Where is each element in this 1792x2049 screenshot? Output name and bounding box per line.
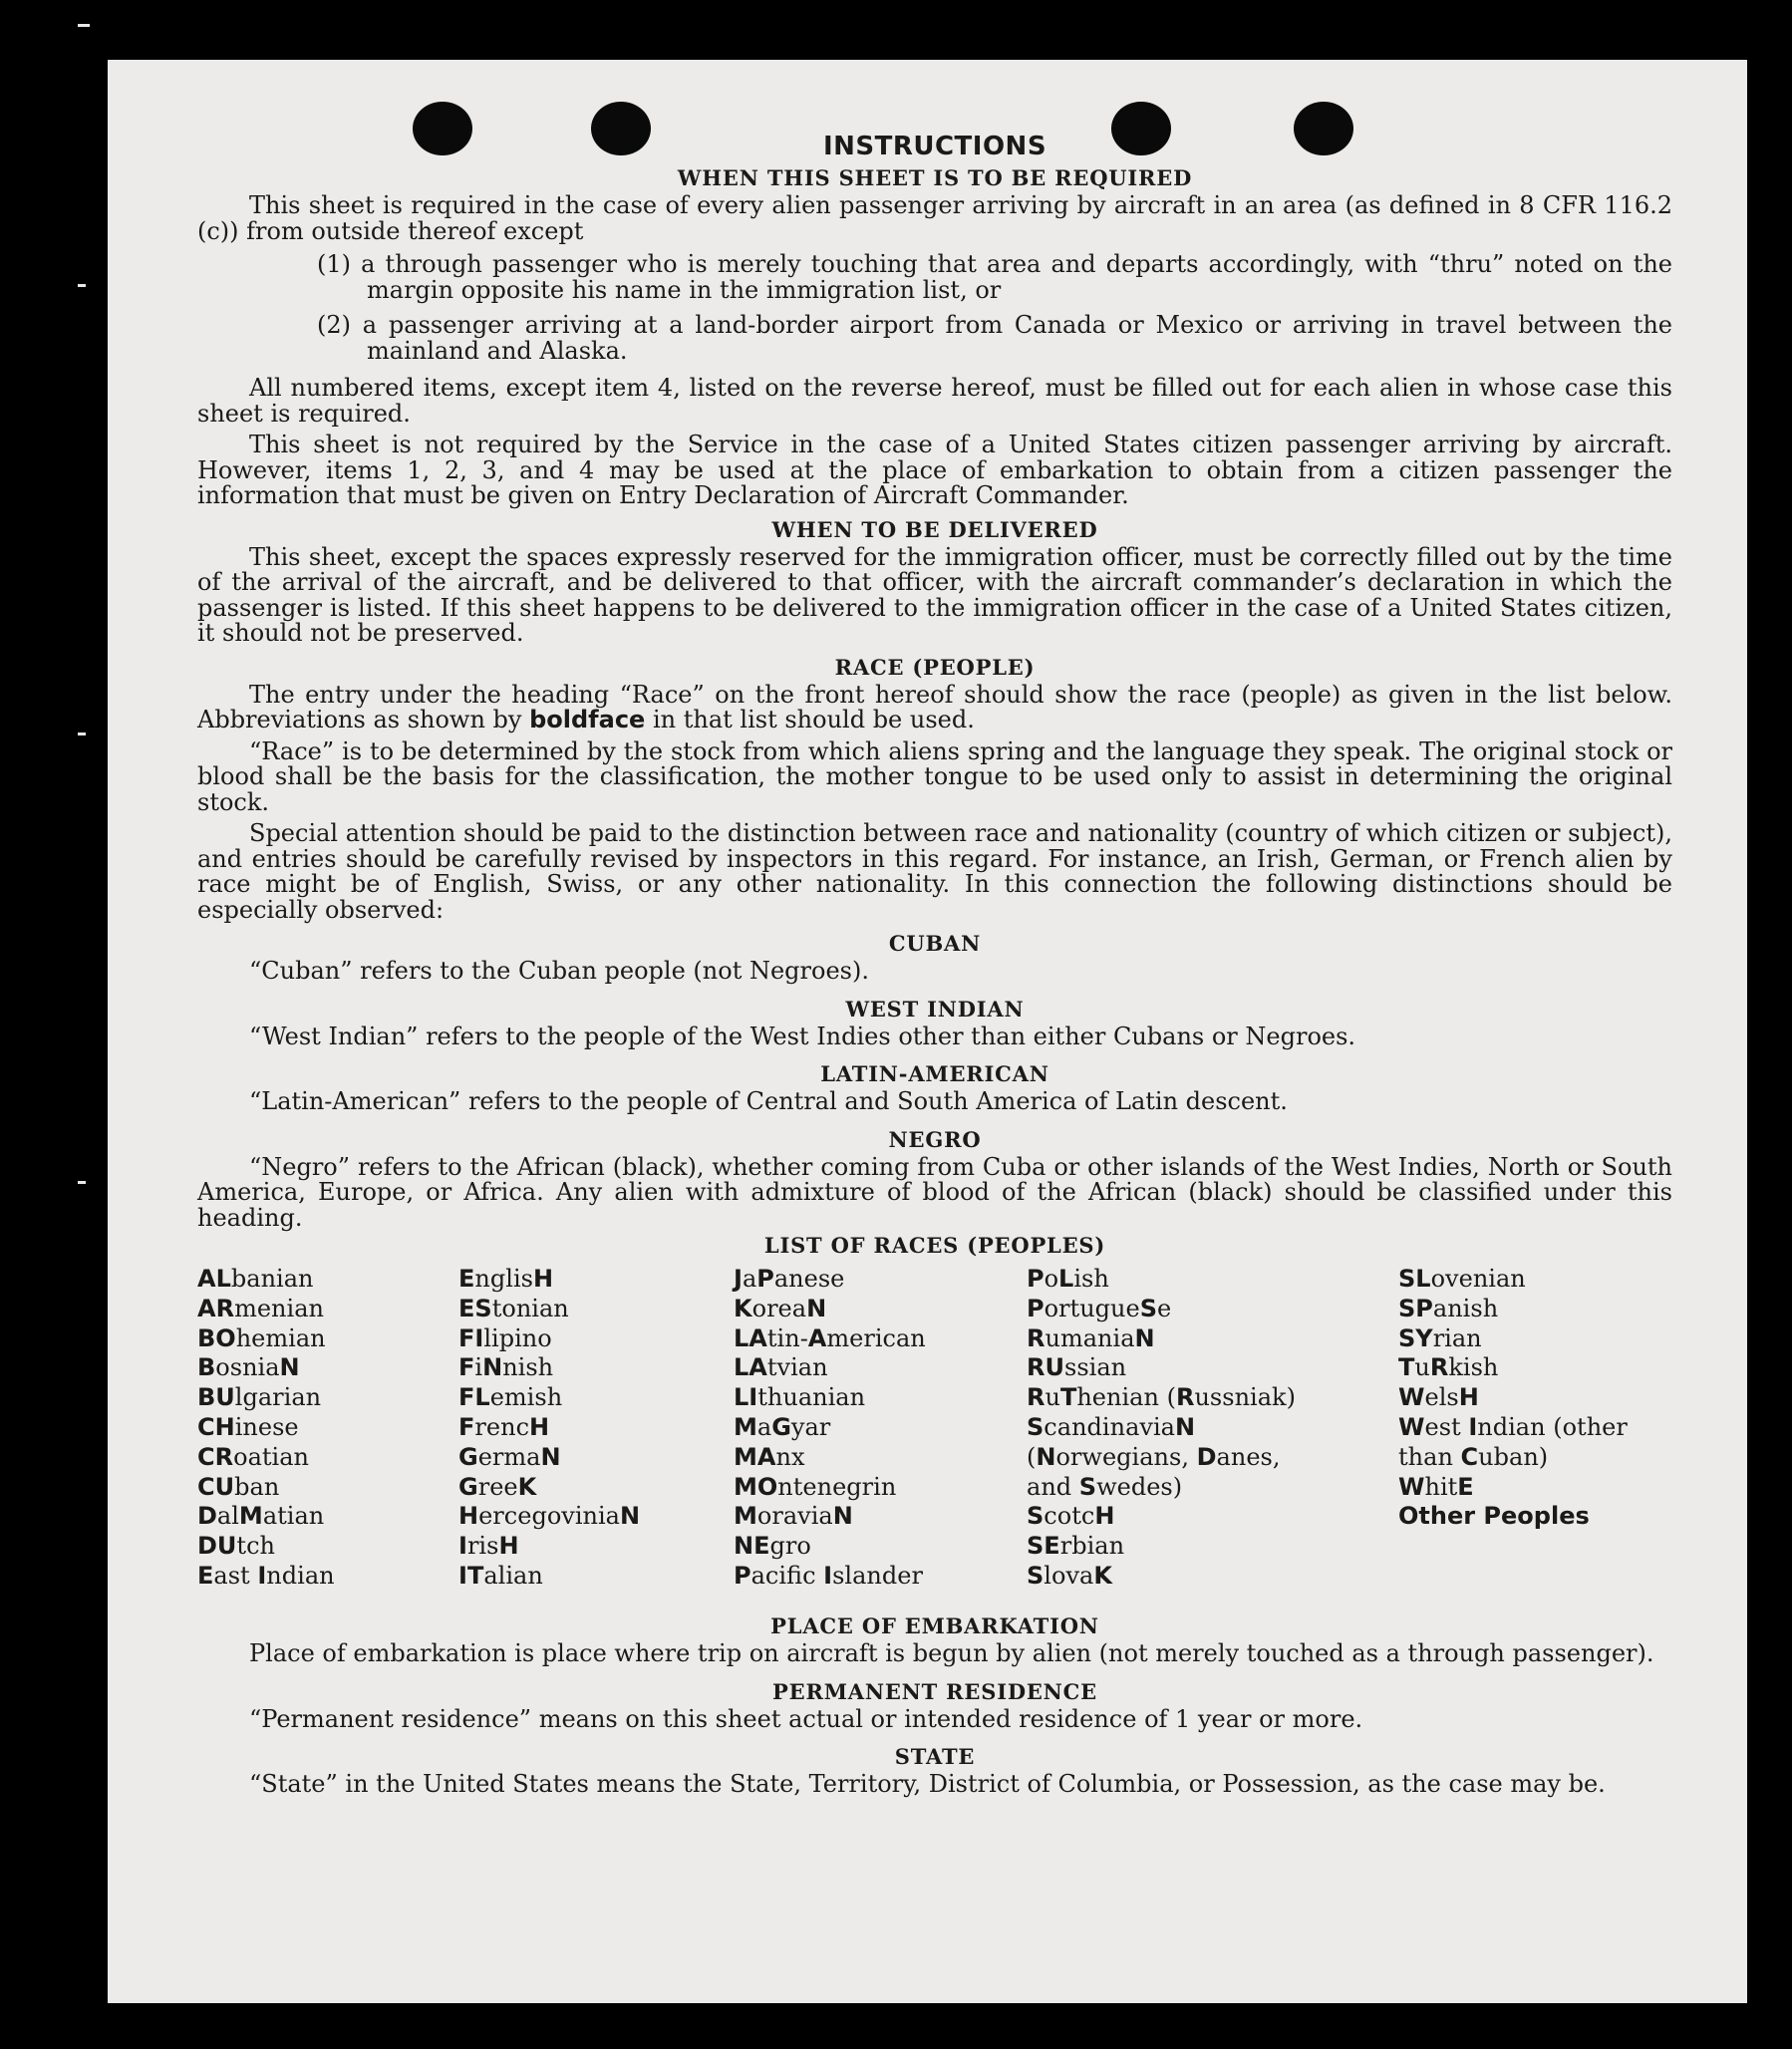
race-entry: BUlgarian (197, 1383, 322, 1412)
race-entry: RumaniaN (1027, 1323, 1155, 1352)
race-entry: SYrian (1398, 1323, 1482, 1352)
race-entry: RuThenian (Russniak) (1027, 1383, 1296, 1412)
race-column (1027, 1265, 1326, 1592)
page-title: INSTRUCTIONS (822, 132, 1047, 161)
document-page (108, 60, 1747, 2003)
race-entry: LAtin-American (734, 1323, 926, 1352)
paragraph: Special attention should be paid to the distinction between race and nationality (country of which citizen or subject), and entries should be carefully revised by inspectors in this regard. For instance, an Irish, German, or French alien by race might be of English, Swiss, or any other nationality. In this connection the following distinctions should be especially observed: (197, 819, 1672, 924)
exception-item: (2) a passenger arriving at a land-border airport from Canada or Mexico or arriving in travel between the mainland and Alaska. (317, 311, 1672, 365)
race-entry: WelsH (1398, 1383, 1479, 1412)
race-entry: PoLish (1027, 1265, 1109, 1293)
section-heading: PLACE OF EMBARKATION (770, 1613, 1099, 1638)
paragraph: The entry under the heading “Race” on the front hereof should show the race (people) as given in the list below. Abbreviations as shown by boldface in that list should be used. (197, 680, 1672, 733)
section-heading: LATIN-AMERICAN (820, 1061, 1049, 1086)
race-entry: FrencH (458, 1412, 550, 1441)
race-column (197, 1265, 447, 1592)
section-heading: STATE (894, 1744, 976, 1769)
race-entry: LIthuanian (734, 1383, 866, 1412)
race-entry: EnglisH (458, 1265, 554, 1293)
race-entry: CRoatian (197, 1442, 309, 1471)
race-column (1398, 1265, 1687, 1532)
race-entry: BosniaN (197, 1353, 300, 1382)
race-entry: CHinese (197, 1412, 299, 1441)
paragraph: “Race” is to be determined by the stock from which aliens spring and the language they speak. The original stock or blood shall be the basis for the classification, the mother tongue to be used only to assist in determining the original stock. (197, 736, 1672, 816)
race-entry: ITalian (458, 1561, 543, 1590)
race-entry: MAnx (734, 1442, 805, 1471)
section-heading: RACE (PEOPLE) (834, 654, 1036, 680)
section-heading: WEST INDIAN (845, 996, 1025, 1022)
race-entry: ScotcH (1027, 1502, 1115, 1531)
section-heading: LIST OF RACES (PEOPLES) (763, 1233, 1106, 1258)
section-heading: PERMANENT RESIDENCE (772, 1678, 1097, 1704)
race-column (458, 1265, 728, 1592)
paragraph: Place of embarkation is place where trip on aircraft is begun by alien (not merely touched as a through passenger). (249, 1639, 1654, 1667)
race-entry: Pacifc Islander (734, 1561, 923, 1590)
section-heading: NEGRO (888, 1126, 982, 1152)
paragraph: This sheet is not required by the Service in the case of a United States citizen passenger arriving by aircraft. However, items 1, 2, 3, and 4 may be used at the place of embarkation to obtain from a citizen passenger the information that must be given on Entry Declaration of Aircraft Commander. (197, 431, 1672, 509)
exception-item: (1) a through passenger who is merely touching that area and departs accordingly, with “thru” noted on the margin opposite his name in the immigration list, or (317, 250, 1672, 304)
race-entry: JaPanese (734, 1265, 845, 1293)
race-entry: Other Peoples (1398, 1502, 1590, 1531)
race-column (734, 1265, 1023, 1592)
race-entry: GreeK (458, 1472, 537, 1501)
race-entry: CUban (197, 1472, 280, 1501)
film-edge-mark (78, 24, 90, 27)
race-entry: ALbanian (197, 1265, 314, 1293)
race-entry: WhitE (1398, 1472, 1474, 1501)
race-entry: FiNnish (458, 1353, 554, 1382)
race-entry: ScandinaviaN (Norwegians, Danes, and Swedes) (1027, 1412, 1281, 1501)
race-list (197, 1265, 1672, 1611)
paragraph: “West Indian” refers to the people of the West Indies other than either Cubans or Negroes. (249, 1022, 1356, 1050)
race-entry: FLemish (458, 1383, 563, 1412)
film-edge-mark (78, 284, 86, 287)
race-entry: RUssian (1027, 1353, 1127, 1382)
paragraph: All numbered items, except item 4, listed on the reverse hereof, must be filled out for each alien in whose case this sheet is required. (197, 374, 1672, 428)
race-entry: GermaN (458, 1442, 561, 1471)
film-edge-mark (78, 732, 86, 735)
race-entry: EStonian (458, 1294, 569, 1322)
race-entry: TuRkish (1398, 1353, 1499, 1382)
race-entry: West Indian (other than Cuban) (1398, 1412, 1628, 1471)
paragraph: “State” in the United States means the State, Territory, District of Columbia, or Possession, as the case may be. (249, 1770, 1606, 1798)
paragraph: “Latin-American” refers to the people of Central and South America of Latin descent. (249, 1087, 1288, 1115)
race-entry: PortugueSe (1027, 1294, 1172, 1322)
race-entry: DUtch (197, 1532, 275, 1561)
paragraph: This sheet, except the spaces expressly reserved for the immigration officer, must be correctly filled out by the time of the arrival of the aircraft, and be delivered to that officer, with the aircraft commander’s declaration in which the passenger is listed. If this sheet happens to be delivered to the immigration officer in the case of a United States citizen, it should not be preserved. (197, 542, 1672, 647)
section-heading: WHEN THIS SHEET IS TO BE REQUIRED (677, 165, 1193, 190)
race-entry: DalMatian (197, 1502, 325, 1531)
race-entry: SPanish (1398, 1294, 1499, 1322)
race-entry: SErbian (1027, 1532, 1125, 1561)
race-entry: MOntenegrin (734, 1472, 897, 1501)
section-heading: CUBAN (888, 931, 982, 956)
race-entry: SLovenian (1398, 1265, 1526, 1293)
section-heading: WHEN TO BE DELIVERED (771, 516, 1098, 542)
race-entry: NEgro (734, 1532, 811, 1561)
instructions-body (197, 130, 1672, 1798)
race-entry: KoreaN (734, 1294, 827, 1322)
film-edge-mark (78, 1181, 86, 1184)
race-entry: LAtvian (734, 1353, 828, 1382)
race-entry: East Indian (197, 1561, 335, 1590)
paragraph: “Permanent residence” means on this sheet actual or intended residence of 1 year or more. (249, 1704, 1363, 1733)
race-entry: FIlipino (458, 1323, 552, 1352)
paragraph: “Cuban” refers to the Cuban people (not Negroes). (249, 957, 869, 985)
race-entry: MoraviaN (734, 1502, 853, 1531)
paragraph: This sheet is required in the case of every alien passenger arriving by aircraft in an area (as defined in 8 CFR 116.2 (c)) from outside thereof except (197, 191, 1672, 245)
race-entry: MaGyar (734, 1412, 831, 1441)
race-entry: HercegoviniaN (458, 1502, 641, 1531)
race-entry: SlovaK (1027, 1561, 1112, 1590)
race-entry: BOhemian (197, 1323, 326, 1352)
boldface-word: boldface (529, 706, 646, 733)
paragraph: “Negro” refers to the African (black), whether coming from Cuba or other islands of the West Indies, North or South America, Europe, or Africa. Any alien with admixture of blood of the African (black) should be classified under this heading. (197, 1152, 1672, 1232)
race-entry: ARmenian (197, 1294, 324, 1322)
race-entry: IrisH (458, 1532, 519, 1561)
